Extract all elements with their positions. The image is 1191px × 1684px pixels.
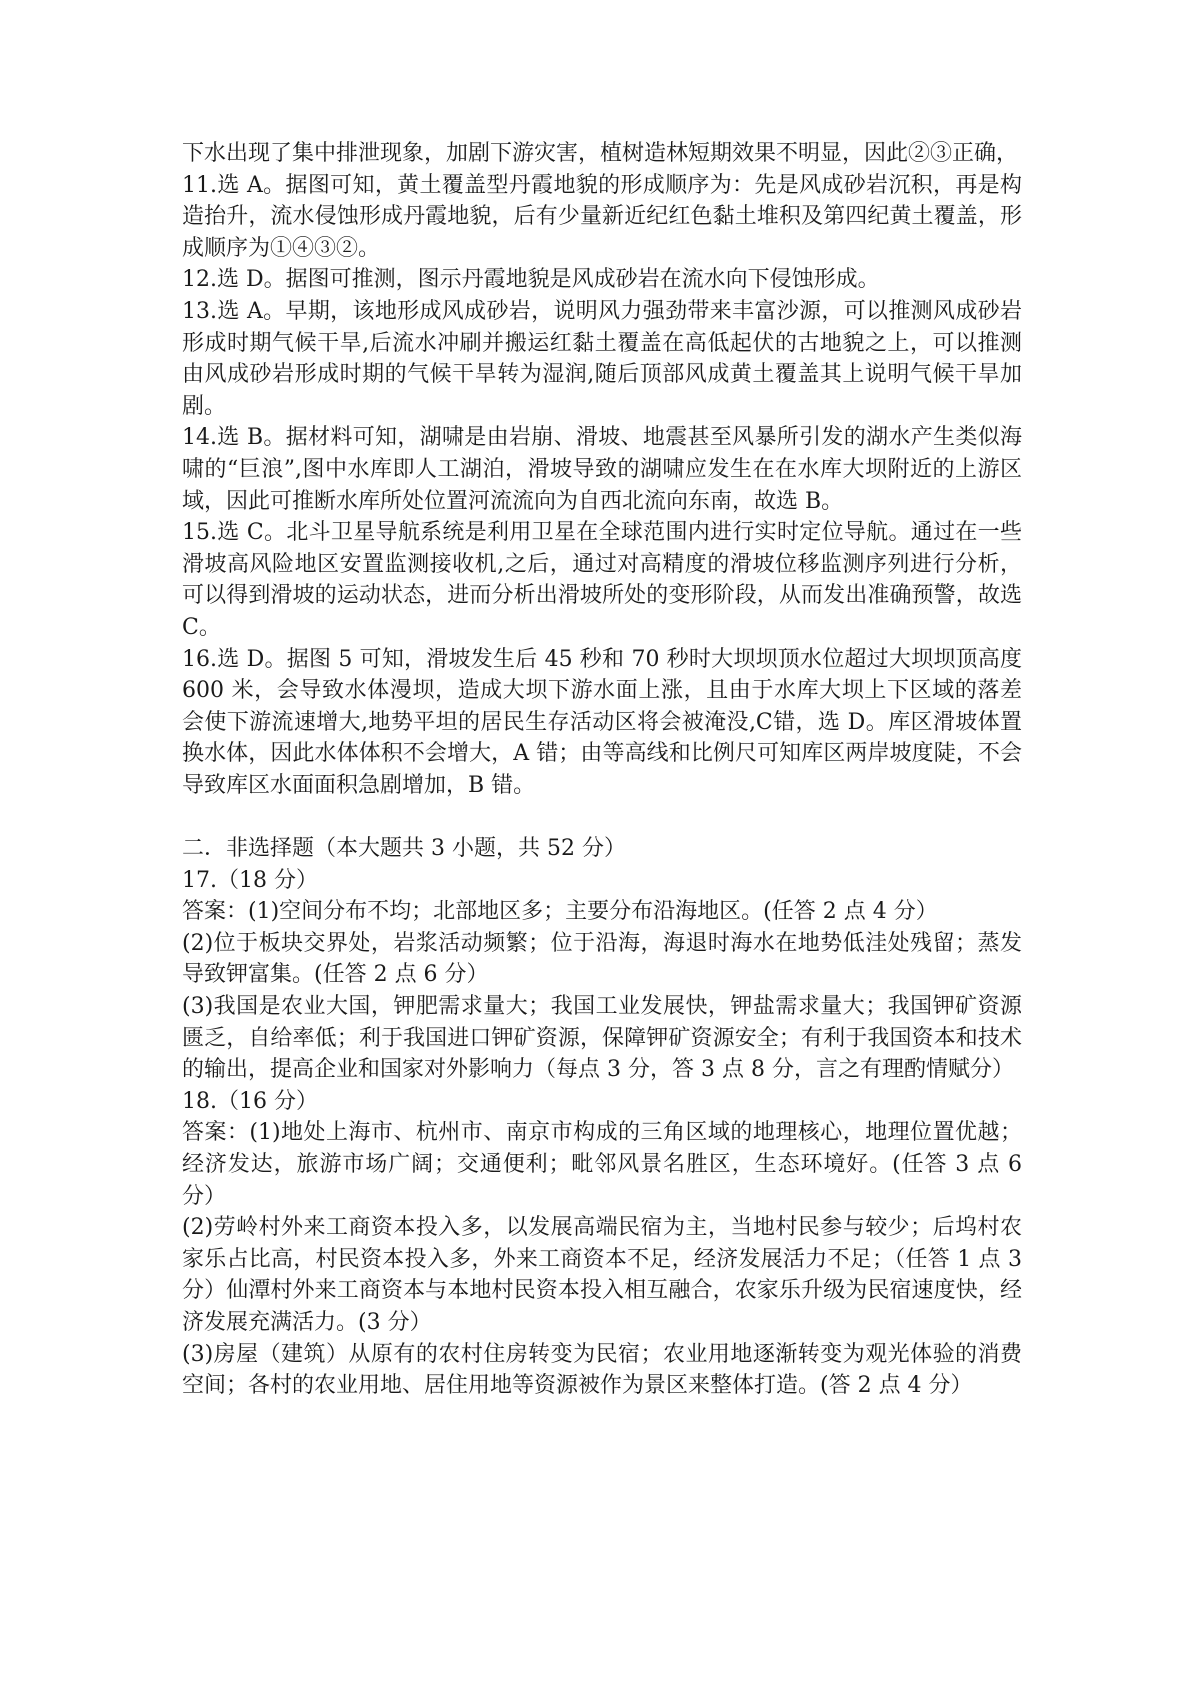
answer-paragraph: 11.选 A。据图可知，黄土覆盖型丹霞地貌的形成顺序为：先是风成砂岩沉积，再是构造抬升，流水侵蚀形成丹霞地貌，后有少量新近纪红色黏土堆积及第四纪黄土覆盖，形成顺序为①④③②。 — [182, 172, 1022, 261]
answer-paragraph: 下水出现了集中排泄现象，加剧下游灾害，植树造林短期效果不明显，因此②③正确， — [182, 141, 1019, 166]
answer-paragraph: (3)房屋（建筑）从原有的农村住房转变为民宿；农业用地逐渐转变为观光体验的消费空间；各村的农业用地、居住用地等资源被作为景区来整体打造。(答 2 点 4 分） — [182, 1341, 1022, 1399]
answer-paragraph: (3)我国是农业大国，钾肥需求量大；我国工业发展快，钾盐需求量大；我国钾矿资源匮乏，自给率低；利于我国进口钾矿资源，保障钾矿资源安全；有利于我国资本和技术的输出，提高企业和国家对外影响力（每点 3 分，答 3 点 8 分，言之有理酌情赋分） — [182, 994, 1022, 1083]
answer-paragraph: 12.选 D。据图可推测，图示丹霞地貌是风成砂岩在流水向下侵蚀形成。 — [182, 267, 880, 293]
answer-paragraph: (2)劳岭村外来工商资本投入多，以发展高端民宿为主，当地村民参与较少；后坞村农家乐占比高，村民资本投入多，外来工商资本不足，经济发展活力不足；（任答 1 点 3 分）仙潭村外来工商资本与本地村民资本投入相互融合，农家乐升级为民宿速度快，经济发展充满活力。(3 分） — [182, 1215, 1022, 1335]
answer-paragraph: 14.选 B。据材料可知，湖啸是由岩崩、滑坡、地震甚至风暴所引发的湖水产生类似海啸的“巨浪”,图中水库即人工湖泊，滑坡导致的湖啸应发生在在水库大坝附近的上游区域，因此可推断水库所处位置河流流向为自西北流向东南，故选 B。 — [182, 425, 1022, 514]
answer-paragraph: 16.选 D。据图 5 可知，滑坡发生后 45 秒和 70 秒时大坝坝顶水位超过大坝坝顶高度 600 米，会导致水体漫坝，造成大坝下游水面上涨，且由于水库大坝上下区域的落差会使下游流速增大,地势平坦的居民生存活动区将会被淹没,C错，选 D。库区滑坡体置换水体，因此水体体积不会增大，A 错；由等高线和比例尺可知库区两岸坡度陡，不会导致库区水面面积急剧增加，B 错。 — [182, 646, 1022, 798]
document-body — [182, 138, 1022, 1402]
section-spacer — [182, 801, 1022, 833]
section-heading: 二．非选择题（本大题共 3 小题，共 52 分） — [182, 836, 626, 862]
question-number: 18.（16 分） — [182, 1088, 318, 1114]
question-number: 17.（18 分） — [182, 867, 318, 893]
answer-paragraph: (2)位于板块交界处，岩浆活动频繁；位于沿海，海退时海水在地势低洼处残留；蒸发导致钾富集。(任答 2 点 6 分） — [182, 930, 1022, 988]
answer-paragraph: 15.选 C。北斗卫星导航系统是利用卫星在全球范围内进行实时定位导航。通过在一些滑坡高风险地区安置监测接收机,之后，通过对高精度的滑坡位移监测序列进行分析，可以得到滑坡的运动状态，进而分析出滑坡所处的变形阶段，从而发出准确预警，故选 C。 — [182, 520, 1022, 640]
answer-paragraph: 答案：(1)地处上海市、杭州市、南京市构成的三角区域的地理核心，地理位置优越；经济发达，旅游市场广阔；交通便利；毗邻风景名胜区，生态环境好。(任答 3 点 6 分） — [182, 1120, 1022, 1209]
answer-paragraph: 答案：(1)空间分布不均；北部地区多；主要分布沿海地区。(任答 2 点 4 分） — [182, 899, 938, 925]
answer-paragraph: 13.选 A。早期，该地形成风成砂岩，说明风力强劲带来丰富沙源，可以推测风成砂岩形成时期气候干旱,后流水冲刷并搬运红黏土覆盖在高低起伏的古地貌之上，可以推测由风成砂岩形成时期的气候干旱转为湿润,随后顶部风成黄土覆盖其上说明气候干旱加剧。 — [182, 298, 1022, 419]
